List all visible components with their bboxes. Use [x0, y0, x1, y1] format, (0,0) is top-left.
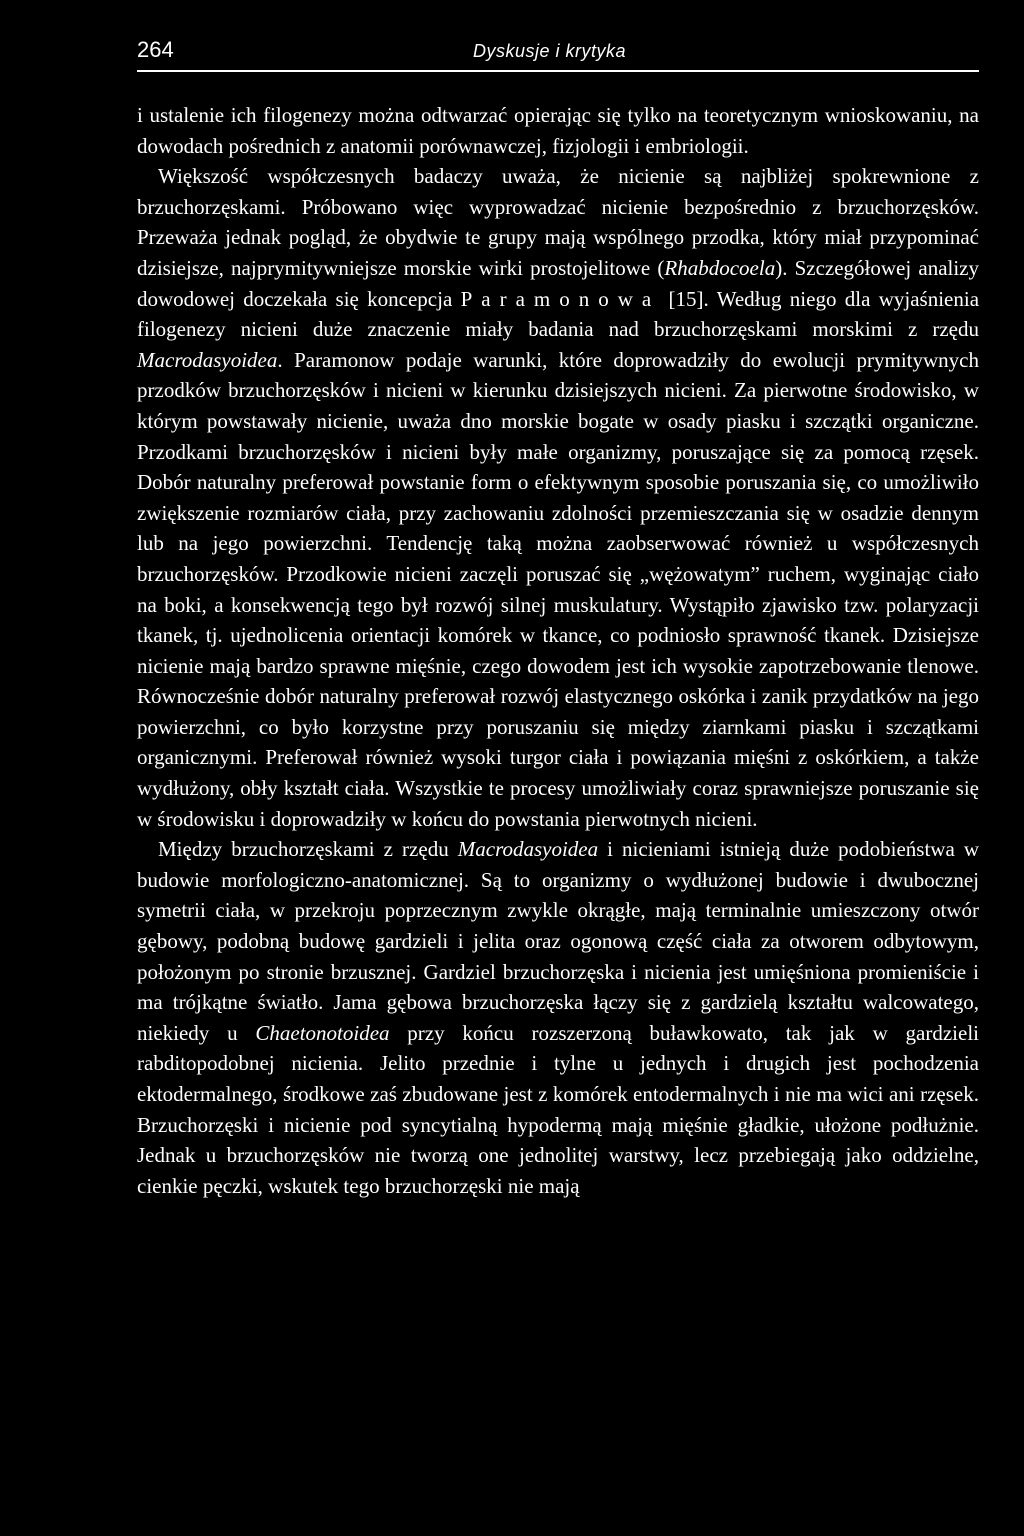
paragraph — [137, 834, 979, 1201]
body-text — [137, 100, 979, 1201]
page-header — [137, 36, 979, 72]
document-page — [137, 36, 979, 1201]
text-segment: Większość współczesnych badaczy uważa, że nicienie są najbliżej spokrewnione z brzuchorzęskami. Próbowano więc wyprowadzać nicienie bezpośrednio z brzuchorzęsków. Przeważa jednak pogląd, że obydwie te grupy mają wspólnego przodka, który miał przypominać dzisiejsze, najprymitywniejsze morskie wirki prostojelitowe ( — [137, 164, 979, 280]
text-segment: . Paramonow podaje warunki, które doprowadziły do ewolucji prymitywnych przodków brzuchorzęsków i nicieni w kierunku dzisiejszych nicieni. Za pierwotne środowisko, w którym powstawały nicienie, uważa dno morskie bogate w osady piasku i szczątki organiczne. Przodkami brzuchorzęsków i nicieni były małe organizmy, poruszające się za pomocą rzęsek. Dobór naturalny preferował powstanie form o efektywnym sposobie poruszania się, co umożliwiło zwiększenie rozmiarów ciała, przy zachowaniu zdolności przemieszczania się w osadzie dennym lub na jego powierzchni. Tendencję taką można zaobserwować również u współczesnych brzuchorzęsków. Przodkowie nicieni zaczęli poruszać się „wężowatym” ruchem, wyginając ciało na boki, a konsekwencją tego był rozwój silnej muskulatury. Wystąpiło zjawisko tzw. polaryzacji tkanek, tj. ujednolicenia orientacji komórek w tkance, co podniosło sprawność tkanek. Dzisiejsze nicienie mają bardzo sprawne mięśnie, czego dowodem jest ich wysokie zapotrzebowanie tlenowe. Równocześnie dobór naturalny preferował rozwój elastycznego oskórka i zanik przydatków na jego powierzchni, co było korzystne przy poruszaniu się między ziarnkami piasku i szczątkami organicznymi. Preferował również wysoki turgor ciała i powiązania mięśni z oskórkiem, a także wydłużony, obły kształt ciała. Wszystkie te procesy umożliwiały coraz sprawniejsze poruszanie się w środowisku i doprowadziły w końcu do powstania pierwotnych nicieni. — [137, 347, 979, 831]
italic-term: Rhabdocoela — [664, 255, 776, 280]
paragraph — [137, 100, 979, 161]
paragraph — [137, 161, 979, 834]
text-segment: ). Szczegółowej analizy dowodowej doczekała się koncepcja — [137, 255, 979, 311]
text-segment: Między brzuchorzęskami z rzędu — [158, 837, 458, 862]
text-segment: przy końcu rozszerzoną buławkowato, tak jak w gardzieli rabditopodobnej nicienia. Jelito przednie i tylne u jednych i drugich jest pochodzenia ektodermalnego, środkowe zaś zbudowane jest z komórek entodermalnych i nie ma wici ani rzęsek. Brzuchorzęski i nicienie pod syncytialną hypodermą mają mięśnie gładkie, ułożone podłużnie. Jednak u brzuchorzęsków nie tworzą one jednolitej warstwy, lecz przebiegają jako oddzielne, cienkie pęczki, wskutek tego brzuchorzęski nie mają — [137, 1020, 979, 1198]
spaced-author-name: Paramonowa — [460, 286, 661, 311]
italic-term: Macrodasyoidea — [137, 347, 278, 372]
running-title: Dyskusje i krytyka — [473, 41, 627, 61]
text-segment: i ustalenie ich filogenezy można odtwarzać opierając się tylko na teoretycznym wnioskowaniu, na dowodach pośrednich z anatomii porównawczej, fizjologii i embriologii. — [137, 103, 979, 158]
text-segment: [15]. Według niego dla wyjaśnienia filogenezy nicieni duże znaczenie miały badania nad brzuchorzęskami morskimi z rzędu — [137, 286, 980, 342]
italic-term: Macrodasyoidea — [457, 837, 599, 862]
page-number: 264 — [137, 37, 174, 62]
italic-term: Chaetonotoidea — [255, 1020, 390, 1045]
text-segment: i nicieniami istnieją duże podobieństwa w budowie morfologiczno-anatomicznej. Są to organizmy o wydłużonej budowie i dwubocznej symetrii ciała, w przekroju poprzecznym zwykle okrągłe, mają terminalnie umieszczony otwór gębowy, podobną budowę gardzieli i jelita oraz ogonową część ciała za otworem odbytowym, położonym po stronie brzusznej. Gardziel brzuchorzęska i nicienia jest umięśniona promieniście i ma trójkątne światło. Jama gębowa brzuchorzęska łączy się z gardzielą kształtu walcowatego, niekiedy u — [137, 837, 979, 1045]
